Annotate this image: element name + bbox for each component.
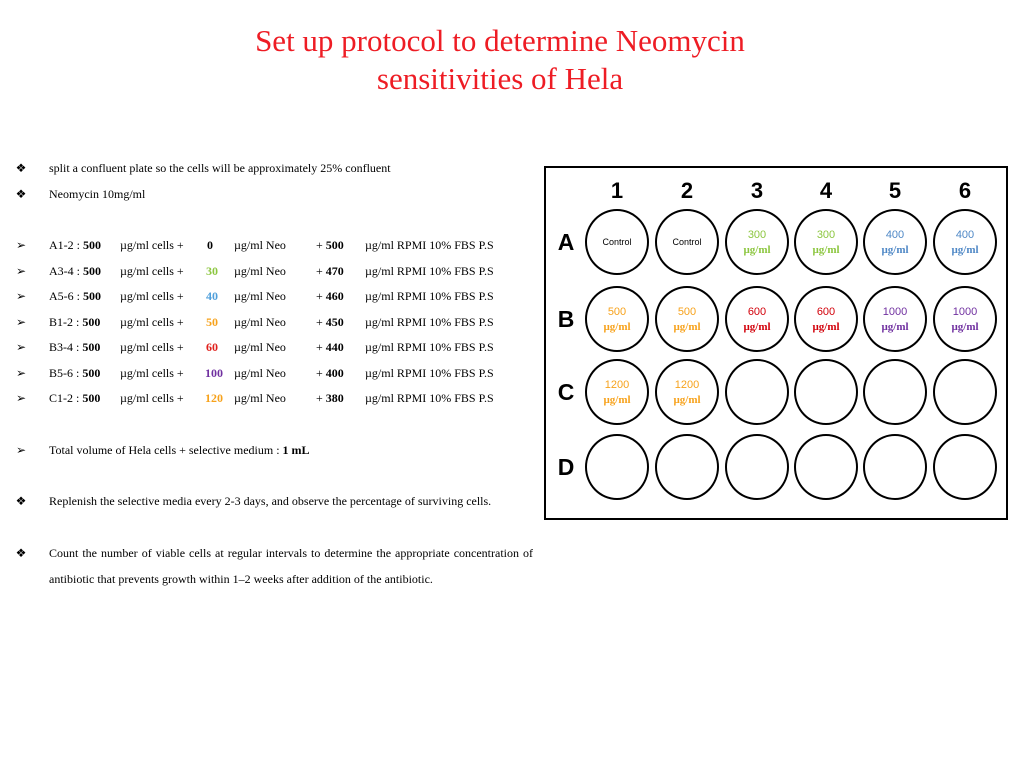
recipe-neo-unit: µg/ml Neo xyxy=(234,365,286,380)
recipe-plus: + xyxy=(316,263,323,278)
recipe-plus: + xyxy=(316,391,323,405)
well-c6 xyxy=(933,359,997,425)
diamond-bullet-icon: ❖ xyxy=(15,546,27,560)
plate-row-header: C xyxy=(557,379,575,405)
well-concentration: 500 xyxy=(607,306,627,318)
well-a1 xyxy=(585,209,649,275)
well-unit: µg/ml xyxy=(951,244,979,256)
recipe-cells-value: 500 xyxy=(82,314,101,329)
well-c1 xyxy=(585,359,649,425)
well-concentration: 1200 xyxy=(604,379,630,391)
recipe-cells-unit: µg/ml cells + xyxy=(120,289,184,303)
plate-column-header: 5 xyxy=(888,178,902,203)
plate-column-header: 3 xyxy=(750,178,764,203)
well-d6 xyxy=(933,434,997,500)
recipe-neo-value: 30 xyxy=(206,263,218,278)
arrow-bullet-icon: ➢ xyxy=(15,340,27,354)
recipe-neo-value: 50 xyxy=(206,314,218,329)
arrow-bullet-icon: ➢ xyxy=(15,365,27,380)
recipe-cells-value: 500 xyxy=(83,263,101,278)
well-unit: µg/ml xyxy=(603,321,631,333)
plate-column-header: 6 xyxy=(958,178,972,203)
well-a5 xyxy=(863,209,927,275)
well-c2 xyxy=(655,359,719,425)
recipe-plus: + xyxy=(316,340,323,354)
well-unit: µg/ml xyxy=(881,321,909,333)
well-unit: µg/ml xyxy=(743,321,771,333)
well-unit: µg/ml xyxy=(951,321,979,333)
well-plate-diagram xyxy=(544,166,1008,520)
recipe-rpmi-unit: µg/ml RPMI 10% FBS P.S xyxy=(365,263,494,278)
recipe-neo-value: 120 xyxy=(205,391,223,405)
recipe-cells-unit: µg/ml cells + xyxy=(120,314,184,329)
plate-column-header: 2 xyxy=(680,178,694,203)
recipe-neo-value: 40 xyxy=(206,289,218,303)
well-concentration: 600 xyxy=(747,306,767,318)
well-c4 xyxy=(794,359,858,425)
well-concentration: 300 xyxy=(747,229,767,241)
well-a4 xyxy=(794,209,858,275)
well-b1 xyxy=(585,286,649,352)
well-d2 xyxy=(655,434,719,500)
well-d3 xyxy=(725,434,789,500)
well-concentration: 1200 xyxy=(674,379,700,391)
arrow-bullet-icon: ➢ xyxy=(15,391,27,405)
arrow-bullet-icon: ➢ xyxy=(15,263,27,278)
recipe-label: B3-4 : xyxy=(49,340,83,354)
well-unit: µg/ml xyxy=(881,244,909,256)
well-label: Control xyxy=(672,237,702,247)
recipe-neo-unit: µg/ml Neo xyxy=(234,391,286,405)
slide-title xyxy=(100,22,900,98)
recipe-plus: + xyxy=(316,238,323,252)
diamond-bullet-icon: ❖ xyxy=(15,494,27,508)
well-d1 xyxy=(585,434,649,500)
arrow-bullet-icon: ➢ xyxy=(15,238,27,252)
recipe-rpmi-unit: µg/ml RPMI 10% FBS P.S xyxy=(365,314,494,329)
well-concentration: 1000 xyxy=(882,306,908,318)
recipe-label: A1-2 : xyxy=(49,238,83,252)
recipe-neo-value: 0 xyxy=(207,238,213,252)
recipe-cells-unit: µg/ml cells + xyxy=(120,238,184,252)
well-b3 xyxy=(725,286,789,352)
recipe-rpmi-unit: µg/ml RPMI 10% FBS P.S xyxy=(365,365,494,380)
recipe-rpmi-unit: µg/ml RPMI 10% FBS P.S xyxy=(365,391,494,405)
recipe-plus: + xyxy=(316,314,323,329)
recipe-rpmi-unit: µg/ml RPMI 10% FBS P.S xyxy=(365,340,494,354)
recipe-cells-value: 500 xyxy=(82,391,101,405)
recipe-neo-unit: µg/ml Neo xyxy=(234,289,286,303)
recipe-rpmi-value: 400 xyxy=(325,365,344,380)
recipe-rpmi-value: 470 xyxy=(325,263,344,278)
title-line-1: Set up protocol to determine Neomycin xyxy=(255,23,745,58)
well-unit: µg/ml xyxy=(673,394,701,406)
well-c3 xyxy=(725,359,789,425)
recipe-label: B1-2 : xyxy=(49,314,83,329)
recipe-rpmi-unit: µg/ml RPMI 10% FBS P.S xyxy=(365,289,494,303)
recipe-label: B5-6 : xyxy=(49,365,83,380)
plate-row-header: A xyxy=(557,229,575,255)
diamond-bullet-icon: ❖ xyxy=(15,187,27,201)
recipe-label: A5-6 : xyxy=(49,289,83,303)
well-concentration: 1000 xyxy=(952,306,978,318)
well-a3 xyxy=(725,209,789,275)
recipe-label: A3-4 : xyxy=(49,263,83,278)
well-unit: µg/ml xyxy=(812,244,840,256)
plate-column-header: 4 xyxy=(819,178,833,203)
recipe-rpmi-unit: µg/ml RPMI 10% FBS P.S xyxy=(365,238,494,252)
well-b2 xyxy=(655,286,719,352)
recipe-cells-unit: µg/ml cells + xyxy=(120,340,184,354)
well-d4 xyxy=(794,434,858,500)
well-unit: µg/ml xyxy=(603,394,631,406)
recipe-neo-unit: µg/ml Neo xyxy=(234,238,286,252)
title-line-2: sensitivities of Hela xyxy=(376,61,624,96)
recipe-label: C1-2 : xyxy=(49,391,83,405)
well-concentration: 400 xyxy=(955,229,975,241)
arrow-bullet-icon: ➢ xyxy=(15,289,27,303)
recipe-neo-unit: µg/ml Neo xyxy=(234,314,286,329)
well-b4 xyxy=(794,286,858,352)
recipe-neo-unit: µg/ml Neo xyxy=(234,340,286,354)
well-unit: µg/ml xyxy=(743,244,771,256)
well-concentration: 600 xyxy=(816,306,836,318)
well-b5 xyxy=(863,286,927,352)
recipe-cells-unit: µg/ml cells + xyxy=(120,263,184,278)
recipe-neo-unit: µg/ml Neo xyxy=(234,263,286,278)
recipe-rpmi-value: 440 xyxy=(325,340,344,354)
well-concentration: 400 xyxy=(885,229,905,241)
recipe-plus: + xyxy=(316,289,323,303)
plate-row-header: D xyxy=(557,454,575,480)
well-concentration: 300 xyxy=(816,229,836,241)
well-d5 xyxy=(863,434,927,500)
well-unit: µg/ml xyxy=(673,321,701,333)
plate-row-header: B xyxy=(557,306,575,332)
recipe-rpmi-value: 450 xyxy=(325,314,344,329)
recipe-neo-value: 60 xyxy=(206,340,218,354)
recipe-neo-value: 100 xyxy=(205,365,223,380)
recipe-rpmi-value: 500 xyxy=(325,238,344,252)
well-unit: µg/ml xyxy=(812,321,840,333)
recipe-cells-value: 500 xyxy=(83,289,101,303)
recipe-cells-value: 500 xyxy=(83,238,101,252)
arrow-bullet-icon: ➢ xyxy=(15,443,27,457)
recipe-rpmi-value: 460 xyxy=(325,289,344,303)
well-b6 xyxy=(933,286,997,352)
recipe-rpmi-value: 380 xyxy=(325,391,344,405)
plate-column-header: 1 xyxy=(610,178,624,203)
recipe-cells-unit: µg/ml cells + xyxy=(120,365,184,380)
well-c5 xyxy=(863,359,927,425)
recipe-cells-value: 500 xyxy=(82,365,101,380)
recipe-plus: + xyxy=(316,365,323,380)
recipe-cells-value: 500 xyxy=(82,340,101,354)
well-a6 xyxy=(933,209,997,275)
recipe-cells-unit: µg/ml cells + xyxy=(120,391,184,405)
well-a2 xyxy=(655,209,719,275)
arrow-bullet-icon: ➢ xyxy=(15,314,27,329)
diamond-bullet-icon: ❖ xyxy=(15,161,27,175)
well-concentration: 500 xyxy=(677,306,697,318)
well-label: Control xyxy=(602,237,632,247)
